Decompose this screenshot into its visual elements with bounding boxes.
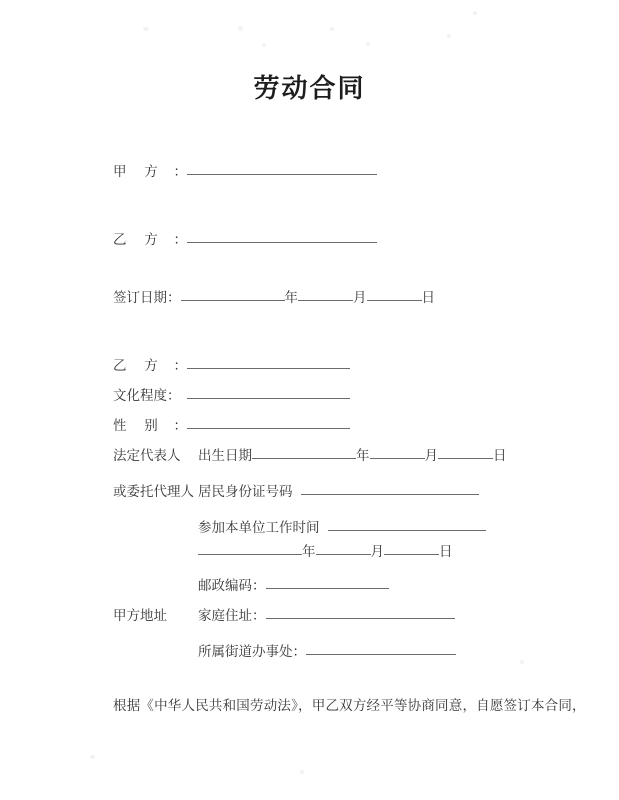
- label-gender-char2: 别: [144, 418, 158, 434]
- input-sign-date-day[interactable]: [367, 289, 422, 301]
- field-row-legal-rep-birthdate: [113, 444, 507, 464]
- unit-join-year: 年: [302, 544, 316, 560]
- label-party-b-char1: 乙: [113, 232, 127, 248]
- input-id-number[interactable]: [301, 483, 479, 495]
- label-employee-name-colon: ：: [173, 358, 187, 374]
- input-street-office[interactable]: [306, 643, 456, 655]
- input-join-year[interactable]: [198, 543, 302, 555]
- input-birth-year[interactable]: [252, 447, 356, 459]
- input-home-address[interactable]: [266, 607, 455, 619]
- label-sign-date: 签订日期：: [113, 290, 181, 306]
- unit-sign-date-day: 日: [421, 290, 435, 306]
- input-postal-code[interactable]: [266, 577, 389, 589]
- field-row-gender: [113, 414, 350, 434]
- label-party-a-char2: 方: [144, 164, 158, 180]
- input-join-day[interactable]: [384, 543, 439, 555]
- field-row-street-office: [198, 640, 456, 660]
- label-street-office-colon: ：: [292, 644, 306, 660]
- field-row-employer-address-home-address: [113, 604, 455, 624]
- field-row-employee-name: [113, 354, 350, 374]
- label-party-a-char1: 甲: [113, 164, 127, 180]
- field-row-sign-date: [113, 286, 435, 306]
- label-party-a-colon: ：: [173, 164, 187, 180]
- field-row-education: [113, 384, 350, 404]
- input-join-month[interactable]: [316, 543, 371, 555]
- label-employer-address: 甲方地址: [113, 608, 167, 624]
- label-entrusted-agent: 或委托代理人: [113, 484, 194, 500]
- label-education-colon: ：: [167, 388, 181, 404]
- label-gender-char1: 性: [113, 418, 127, 434]
- label-home-address: [198, 604, 266, 624]
- label-party-a: [113, 160, 187, 180]
- field-row-postal-code: [198, 574, 389, 594]
- input-birth-month[interactable]: [370, 447, 425, 459]
- label-join-date: 参加本单位工作时间: [198, 520, 320, 536]
- label-street-office-text: 所属街道办事处: [198, 644, 293, 660]
- label-party-b-char2: 方: [144, 232, 158, 248]
- unit-join-day: 日: [439, 544, 453, 560]
- label-postal-code-text: 邮政编码: [198, 578, 252, 594]
- field-row-party-b: [113, 228, 377, 248]
- input-party-a[interactable]: [187, 163, 377, 175]
- unit-join-month: 月: [370, 544, 384, 560]
- input-party-b[interactable]: [187, 231, 377, 243]
- input-education[interactable]: [187, 387, 350, 399]
- unit-birth-month: 月: [424, 448, 438, 464]
- label-education: [113, 384, 187, 404]
- label-employee-name-char2: 方: [144, 358, 158, 374]
- label-postal-code: [198, 574, 266, 594]
- field-row-join-date: [198, 516, 486, 536]
- unit-birth-year: 年: [356, 448, 370, 464]
- field-row-join-date-detail: [198, 540, 453, 560]
- label-party-b: [113, 228, 187, 248]
- input-birth-day[interactable]: [438, 447, 493, 459]
- label-birth-date: 出生日期: [198, 448, 252, 464]
- label-gender: [113, 414, 187, 434]
- label-legal-representative: 法定代表人: [113, 448, 181, 464]
- input-sign-date-month[interactable]: [298, 289, 353, 301]
- label-employee-name-char1: 乙: [113, 358, 127, 374]
- label-id-number: 居民身份证号码: [198, 484, 293, 500]
- label-postal-code-colon: ：: [252, 578, 266, 594]
- field-row-agent-id-number: [113, 480, 479, 500]
- input-join-date[interactable]: [328, 519, 486, 531]
- input-employee-name[interactable]: [187, 357, 350, 369]
- label-education-text: 文化程度: [113, 388, 167, 404]
- label-street-office: [198, 640, 306, 660]
- document-title: 劳动合同: [253, 74, 366, 104]
- label-party-b-colon: ：: [173, 232, 187, 248]
- label-employee-name: [113, 354, 187, 374]
- label-home-address-colon: ：: [252, 608, 266, 624]
- field-row-party-a: [113, 160, 377, 180]
- contract-intro-paragraph: 根据《中华人民共和国劳动法》，甲乙双方经平等协商同意，自愿签订本合同，: [113, 698, 586, 714]
- label-home-address-text: 家庭住址: [198, 608, 252, 624]
- label-gender-colon: ：: [173, 418, 187, 434]
- input-gender[interactable]: [187, 417, 350, 429]
- unit-sign-date-year: 年: [284, 290, 298, 306]
- input-sign-date-year[interactable]: [181, 289, 285, 301]
- unit-birth-day: 日: [493, 448, 507, 464]
- unit-sign-date-month: 月: [353, 290, 367, 306]
